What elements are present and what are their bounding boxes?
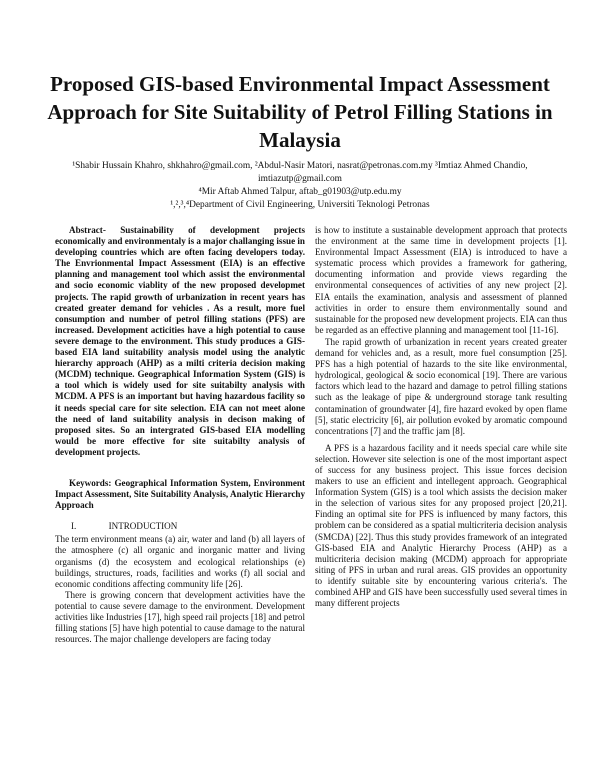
author-line-1: ¹Shabir Hussain Khahro, shkhahro@gmail.com, ²Abdul-Nasir Matori, nasrat@petronas.com.my ³Imtiaz Ahmed Chandio, xyxy=(72,161,528,171)
author-block xyxy=(40,160,560,212)
paragraph-growing-concern: There is growing concern that development activities have the potential to cause severe damage to the environment. Development activities like Industries [17], high speed rail projects [18] and petrol filling stations [5] have high potential to cause damage to the natural resources. The major challenge developers are facing today xyxy=(55,589,305,645)
paper-title: Proposed GIS-based Environmental Impact Assessment Approach for Site Suitability of Petrol Filling Stations in Malaysia xyxy=(47,72,553,152)
author-line-3: ⁴Mir Aftab Ahmed Talpur, aftab_g01903@utp.edu.my xyxy=(198,187,402,197)
abstract: Abstract- Sustainability of development projects economically and environmentaly is a major challanging issue in developing countries which are often facing developers today. The Envrionmental Impact Assessment (EIA) is an effective planning and management tool which assist the environmental and socio economic viablity of the new proposed developmet projects. The rapid growth of urbanization in recent years has created greater demand for vehicles . As a result, more fuel consumption and number of petrol filling stations (PFS) are increased. Development acticities have a high potential to cause severe demage to the environment. This study produces a GIS-based EIA land suitability analysis model using the analytic hierarchy approach (AHP) as a milti criteria decision making (MCDM) technique. Geographical Information System (GIS) is a tool which is widely used for site suitabilty analysis with MCDM. A PFS is an important but having hazardous facility so it needs special care for site selection. EIA can not meet alone the need of land suitability analysis in decison making of proposed sites. So an intergrated GIS-based EIA modelling would be more effective for site suitabilty analysis of development projects. xyxy=(55,225,305,457)
paragraph-eia-introduction: is how to institute a sustainable development approach that protects the environment at the same time in development projects [1]. Environmental Impact Assessment (EIA) is introduced to have a systematic process which provides a framework for gathering, documenting information and provide views regarding the environmental consequences of activities of any new project [2]. EIA entails the examination, analysis and assessment of planned activities in order to ensure them environmentally sound and sustainable for the proposed new development projects. EIA can thus be regarded as an effective planning and management tool [11-16]. xyxy=(315,225,567,335)
affiliation-line: ¹,²,³,⁴Department of Civil Engineering, Universiti Teknologi Petronas xyxy=(170,200,430,210)
right-column xyxy=(315,225,567,610)
left-column xyxy=(55,225,305,645)
section-number: I. xyxy=(71,521,77,532)
paragraph-pfs-site-selection: A PFS is a hazardous facility and it needs special care while site selection. However site selection is one of the most important aspect of success for any business project. This issue forces decision makers to use an efficient and intellegent approach. Geographical Information System (GIS) is a tool which assists the decision maker in the selection of various sites for any proposed project [20,21]. Finding an optimal site for PFS is influenced by many factors, this problem can be considered as a spatial multicriteria decision analysis (SMCDA) [22]. Thus this study provides framework of an integrated GIS-based EIA and Analytic Hierarchy Process (AHP) as a multicriteria decision making (MCDM) approach for appropriate siting of PFS in urban and rural areas. GIS provides an opportunity to identify suitable site by encountering various criteria's. The combined AHP and GIS have been successfully used several times in many different projects xyxy=(315,442,567,609)
author-line-2: imtiazutp@gmail.com xyxy=(258,174,342,184)
paragraph-urbanization-growth: The rapid growth of urbanization in recent years created greater demand for vehicles and, as a result, more fuel consumption [25]. PFS has a high potential of hazards to the site like environmental, hydrological, geological & socio economical [19]. There are various factors which lead to the hazard and damage to petrol filling stations such as the leakage of pipe & underground storage tank resulting contamination of groundwater [4], fire hazard evoked by open flame [5], static electricity [6], air pollution evoked by aromatic compound concentrations [7] and the traffic jam [8]. xyxy=(315,336,567,436)
section-title: INTRODUCTION xyxy=(108,521,178,532)
section-heading xyxy=(55,521,305,532)
keywords: Keywords: Geographical Information System, Environment Impact Assessment, Site Suitability Analysis, Analytic Hierarchy Approach xyxy=(55,477,305,511)
paragraph-environment-definition: The term environment means (a) air, water and land (b) all layers of the atmosphere (c) all organic and inorganic matter and living organisms (d) the ecosystem and ecological relationships (e) buildings, structures, roads, facilities and works (f) all social and economic conditions affecting community life [26]. xyxy=(55,534,305,589)
